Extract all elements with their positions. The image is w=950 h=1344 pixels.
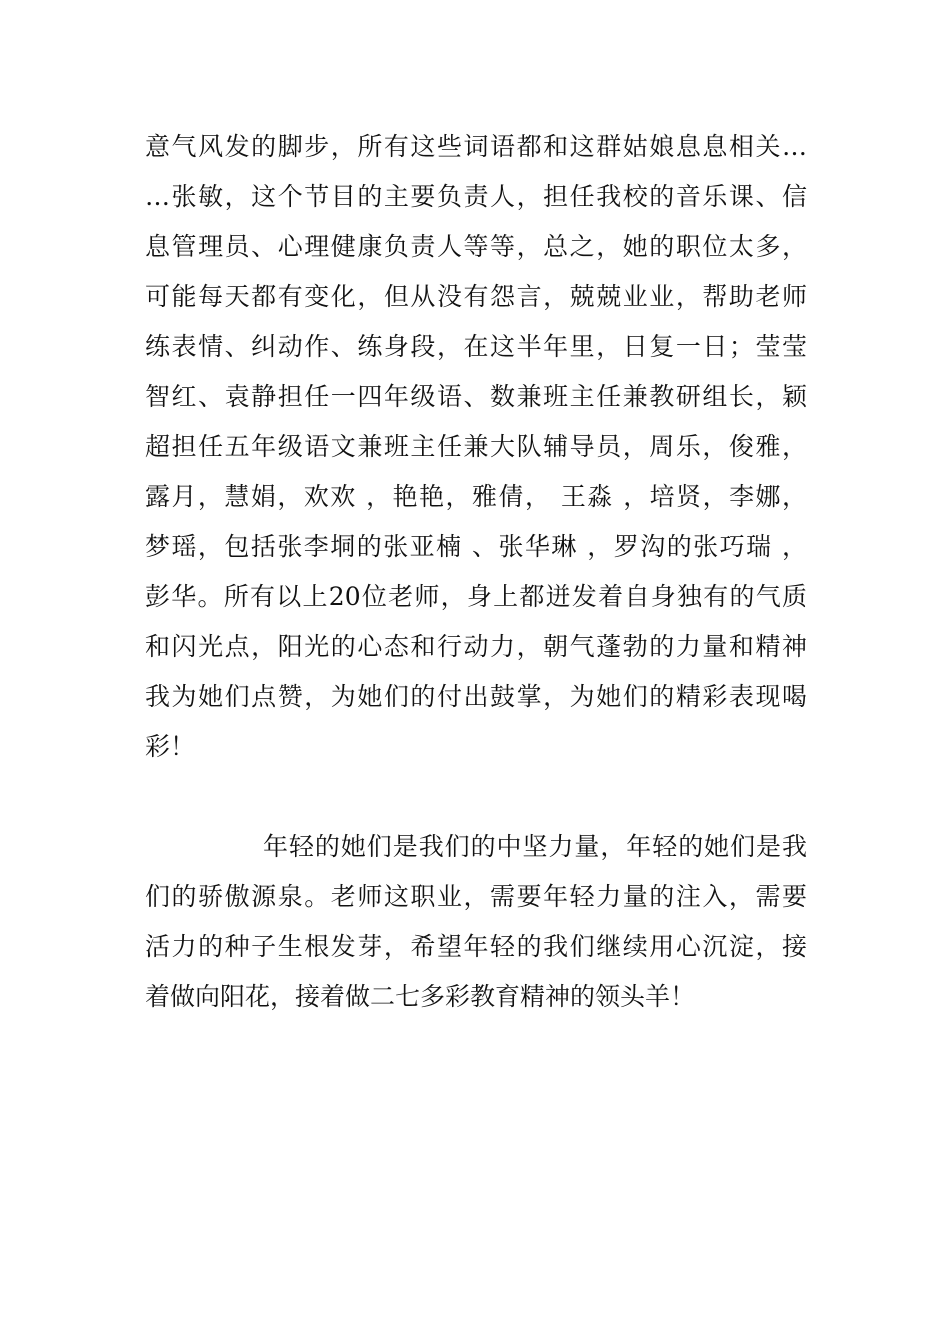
text-line: 着做向阳花，接着做二七多彩教育精神的领头羊！: [145, 982, 696, 1011]
text-line: 可能每天都有变化，但从没有怨言，兢兢业业，帮助老师: [145, 282, 807, 311]
text-line: …张敏，这个节目的主要负责人，担任我校的音乐课、信: [145, 182, 807, 211]
text-line: 和闪光点，阳光的心态和行动力，朝气蓬勃的力量和精神: [145, 632, 807, 661]
text-line: 年轻的她们是我们的中坚力量，年轻的她们是我: [263, 832, 807, 861]
text-line: 露月，慧娟，欢欢 ，艳艳，雅倩， 王淼 ，培贤，李娜，: [145, 482, 807, 511]
text-line: 智红、袁静担任一四年级语、数兼班主任兼教研组长，颖: [145, 382, 807, 411]
text-line: 们的骄傲源泉。老师这职业，需要年轻力量的注入，需要: [145, 882, 807, 911]
text-line: 活力的种子生根发芽，希望年轻的我们继续用心沉淀，接: [145, 932, 807, 961]
paragraph-teachers: [145, 122, 807, 772]
text-line: 梦瑶，包括张李垌的张亚楠 、张华琳 ，罗沟的张巧瑞 ，: [145, 532, 807, 561]
text-line: 意气风发的脚步，所有这些词语都和这群姑娘息息相关…: [145, 132, 807, 161]
text-line: 彩！: [145, 732, 196, 761]
text-line: 超担任五年级语文兼班主任兼大队辅导员，周乐，俊雅，: [145, 432, 807, 461]
text-line: 练表情、纠动作、练身段，在这半年里，日复一日；莹莹: [145, 332, 807, 361]
text-line: 彭华。所有以上20位老师，身上都迸发着自身独有的气质: [145, 582, 807, 611]
text-line: 我为她们点赞，为她们的付出鼓掌，为她们的精彩表现喝: [145, 682, 807, 711]
paragraph-closing: [145, 822, 807, 1022]
text-line: 息管理员、心理健康负责人等等，总之，她的职位太多，: [145, 232, 807, 261]
